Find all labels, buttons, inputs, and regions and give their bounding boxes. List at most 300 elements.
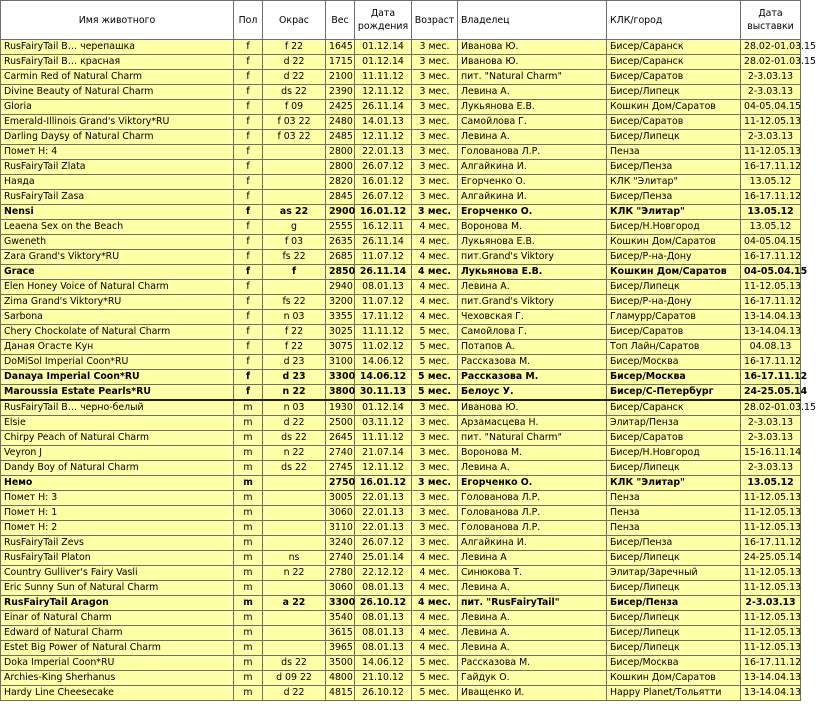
cell-color [263, 506, 326, 521]
cell-club-city: Бисер/Пенза [607, 160, 741, 175]
cell-owner: Воронова М. [458, 220, 607, 235]
cell-weight: 3240 [326, 536, 355, 551]
cell-club-city: Пенза [607, 491, 741, 506]
cell-name: Наяда [1, 175, 234, 190]
cell-birth-date: 22.01.13 [355, 521, 412, 536]
table-row [1, 220, 801, 235]
cell-weight: 2800 [326, 160, 355, 175]
cell-owner: Воронова М. [458, 446, 607, 461]
cell-weight: 2745 [326, 461, 355, 476]
cell-club-city: Кошкин Дом/Саратов [607, 671, 741, 686]
cell-weight: 2940 [326, 280, 355, 295]
cell-weight: 3800 [326, 385, 355, 401]
cell-name: Chirpy Peach of Natural Charm [1, 431, 234, 446]
cell-club-city: Бисер/Н.Новгород [607, 220, 741, 235]
table-row [1, 686, 801, 701]
cell-age: 5 мес. [412, 340, 458, 355]
cell-name: Leaena Sex on the Beach [1, 220, 234, 235]
cell-color [263, 611, 326, 626]
cell-age: 5 мес. [412, 671, 458, 686]
cell-age: 3 мес. [412, 145, 458, 160]
cell-club-city: Бисер/Липецк [607, 611, 741, 626]
table-row [1, 476, 801, 491]
cell-name: Elsie [1, 416, 234, 431]
cell-owner: пит.Grand's Viktory [458, 250, 607, 265]
cell-weight: 2425 [326, 100, 355, 115]
cell-weight: 2780 [326, 566, 355, 581]
cell-show-date: 2-3.03.13 [741, 596, 801, 611]
cell-club-city: Гламурр/Саратов [607, 310, 741, 325]
cell-club-city: Бисер/Саратов [607, 70, 741, 85]
cell-name: RusFairyTail Zasa [1, 190, 234, 205]
cell-weight: 2100 [326, 70, 355, 85]
cell-weight: 2750 [326, 476, 355, 491]
cell-weight: 3100 [326, 355, 355, 370]
cell-age: 3 мес. [412, 100, 458, 115]
cell-name: Maroussia Estate Pearls*RU [1, 385, 234, 401]
cell-age: 4 мес. [412, 551, 458, 566]
cell-club-city: Бисер/Липецк [607, 85, 741, 100]
cell-club-city: Элитар/Пенза [607, 416, 741, 431]
cell-age: 3 мес. [412, 190, 458, 205]
cell-sex: m [234, 641, 263, 656]
cell-sex: f [234, 280, 263, 295]
cell-show-date: 04-05.04.15 [741, 265, 801, 280]
cell-birth-date: 14.01.13 [355, 115, 412, 130]
cell-owner: Лукьянова Е.В. [458, 100, 607, 115]
cell-club-city: Бисер/Липецк [607, 280, 741, 295]
cell-show-date: 13-14.04.13 [741, 686, 801, 701]
cell-club-city: Бисер/Пенза [607, 190, 741, 205]
table-row [1, 205, 801, 220]
cell-color [263, 160, 326, 175]
cell-name: Sarbona [1, 310, 234, 325]
cell-weight: 3200 [326, 295, 355, 310]
cell-sex: f [234, 40, 263, 55]
cell-club-city: Бисер/Саратов [607, 115, 741, 130]
cell-weight: 2635 [326, 235, 355, 250]
cell-name: Veyron J [1, 446, 234, 461]
table-row [1, 115, 801, 130]
cell-weight: 2555 [326, 220, 355, 235]
cell-owner: Егорченко О. [458, 476, 607, 491]
cell-show-date: 13.05.12 [741, 205, 801, 220]
cell-owner: Егорченко О. [458, 175, 607, 190]
cell-club-city: Бисер/Саранск [607, 40, 741, 55]
cell-color [263, 190, 326, 205]
cell-sex: m [234, 551, 263, 566]
cell-show-date: 28.02-01.03.15 [741, 55, 801, 70]
cell-show-date: 16-17.11.12 [741, 370, 801, 385]
table-row [1, 160, 801, 175]
cell-birth-date: 26.10.12 [355, 686, 412, 701]
cell-color: ds 22 [263, 431, 326, 446]
cell-owner: Белоус У. [458, 385, 607, 401]
cell-owner: Левина А [458, 551, 607, 566]
cell-owner: Иванова Ю. [458, 400, 607, 416]
cell-club-city: Кошкин Дом/Саратов [607, 100, 741, 115]
cell-color: d 22 [263, 416, 326, 431]
cell-name: Eric Sunny Sun of Natural Charm [1, 581, 234, 596]
cell-show-date: 16-17.11.12 [741, 536, 801, 551]
cell-birth-date: 08.01.13 [355, 611, 412, 626]
cell-owner: Арзамасцева Н. [458, 416, 607, 431]
cell-color [263, 145, 326, 160]
cell-show-date: 2-3.03.13 [741, 416, 801, 431]
cell-weight: 2800 [326, 145, 355, 160]
table-row [1, 566, 801, 581]
cell-age: 5 мес. [412, 370, 458, 385]
cell-age: 3 мес. [412, 431, 458, 446]
table-row [1, 671, 801, 686]
table-row [1, 611, 801, 626]
table-row [1, 295, 801, 310]
table-row [1, 536, 801, 551]
cell-birth-date: 30.11.13 [355, 385, 412, 401]
cell-name: Gloria [1, 100, 234, 115]
cell-age: 4 мес. [412, 596, 458, 611]
cell-color: f 03 22 [263, 115, 326, 130]
cell-name: Divine Beauty of Natural Charm [1, 85, 234, 100]
cell-weight: 2850 [326, 265, 355, 280]
cell-owner: Голованова Л.Р. [458, 145, 607, 160]
cell-birth-date: 21.07.14 [355, 446, 412, 461]
cell-name: Archies-King Sherhanus [1, 671, 234, 686]
cell-club-city: Бисер/С-Петербург [607, 385, 741, 401]
table-row [1, 340, 801, 355]
cell-owner: Самойлова Г. [458, 325, 607, 340]
cell-show-date: 11-12.05.13 [741, 626, 801, 641]
cell-club-city: Бисер/Липецк [607, 461, 741, 476]
cell-birth-date: 26.11.14 [355, 265, 412, 280]
cell-age: 3 мес. [412, 400, 458, 416]
cell-weight: 2480 [326, 115, 355, 130]
table-row [1, 491, 801, 506]
cell-age: 3 мес. [412, 130, 458, 145]
cell-name: Даная Огасте Кун [1, 340, 234, 355]
header-name: Имя животного [1, 1, 234, 40]
cell-name: Zara Grand's Viktory*RU [1, 250, 234, 265]
table-row [1, 355, 801, 370]
cell-show-date: 2-3.03.13 [741, 431, 801, 446]
cell-age: 3 мес. [412, 521, 458, 536]
cell-birth-date: 08.01.13 [355, 626, 412, 641]
header-color: Окрас [263, 1, 326, 40]
cell-age: 3 мес. [412, 175, 458, 190]
cell-weight: 3300 [326, 370, 355, 385]
cell-age: 4 мес. [412, 220, 458, 235]
cell-owner: Гайдук О. [458, 671, 607, 686]
cell-club-city: Пенза [607, 145, 741, 160]
header-age: Возраст [412, 1, 458, 40]
cell-name: Country Gulliver's Fairy Vasli [1, 566, 234, 581]
cell-owner: Рассказова М. [458, 355, 607, 370]
cell-color: n 03 [263, 400, 326, 416]
cell-sex: f [234, 205, 263, 220]
cell-name: Einar of Natural Charm [1, 611, 234, 626]
cell-club-city: Кошкин Дом/Саратов [607, 265, 741, 280]
cell-age: 5 мес. [412, 385, 458, 401]
cell-weight: 3300 [326, 596, 355, 611]
cell-birth-date: 14.06.12 [355, 370, 412, 385]
cell-weight: 3110 [326, 521, 355, 536]
cell-club-city: Бисер/Липецк [607, 626, 741, 641]
table-row [1, 145, 801, 160]
cell-owner: Левина А. [458, 611, 607, 626]
cell-birth-date: 11.02.12 [355, 340, 412, 355]
cell-club-city: Бисер/Р-на-Дону [607, 250, 741, 265]
table-row [1, 626, 801, 641]
cell-club-city: Бисер/Липецк [607, 641, 741, 656]
cell-birth-date: 11.11.12 [355, 70, 412, 85]
cell-name: RusFairyTail В… черно-белый [1, 400, 234, 416]
cell-sex: f [234, 220, 263, 235]
cell-owner: Самойлова Г. [458, 115, 607, 130]
cell-birth-date: 26.11.14 [355, 100, 412, 115]
cell-name: RusFairyTail Zevs [1, 536, 234, 551]
cell-weight: 1715 [326, 55, 355, 70]
cell-owner: Рассказова М. [458, 370, 607, 385]
cell-color [263, 476, 326, 491]
cell-owner: Потапов А. [458, 340, 607, 355]
cell-sex: f [234, 265, 263, 280]
cell-color: ds 22 [263, 461, 326, 476]
cell-name: Elen Honey Voice of Natural Charm [1, 280, 234, 295]
cell-show-date: 16-17.11.12 [741, 250, 801, 265]
cell-color: d 23 [263, 355, 326, 370]
header-birth-date: Дата рождения [355, 1, 412, 40]
cell-owner: Иващенко И. [458, 686, 607, 701]
cell-age: 3 мес. [412, 160, 458, 175]
cell-sex: m [234, 476, 263, 491]
cell-show-date: 16-17.11.12 [741, 160, 801, 175]
cell-club-city: Элитар/Заречный [607, 566, 741, 581]
cell-show-date: 13-14.04.13 [741, 310, 801, 325]
cell-club-city: Бисер/Р-на-Дону [607, 295, 741, 310]
cell-birth-date: 26.10.12 [355, 596, 412, 611]
table-row [1, 596, 801, 611]
cell-name: Помет Н: 2 [1, 521, 234, 536]
cell-age: 3 мес. [412, 70, 458, 85]
cell-name: Помет Н: 1 [1, 506, 234, 521]
cell-color: n 03 [263, 310, 326, 325]
cell-sex: m [234, 491, 263, 506]
cell-birth-date: 26.07.12 [355, 536, 412, 551]
cell-show-date: 11-12.05.13 [741, 611, 801, 626]
cell-weight: 2485 [326, 130, 355, 145]
cell-age: 3 мес. [412, 506, 458, 521]
cell-weight: 2685 [326, 250, 355, 265]
cell-owner: Левина А. [458, 461, 607, 476]
cell-show-date: 16-17.11.12 [741, 656, 801, 671]
cell-owner: Синюкова Т. [458, 566, 607, 581]
cell-club-city: Happy Planet/Тольятти [607, 686, 741, 701]
cell-sex: f [234, 325, 263, 340]
cell-owner: Иванова Ю. [458, 40, 607, 55]
cell-color: f 22 [263, 340, 326, 355]
cell-sex: f [234, 370, 263, 385]
cell-show-date: 2-3.03.13 [741, 130, 801, 145]
cell-weight: 3005 [326, 491, 355, 506]
cell-owner: Алгайкина И. [458, 160, 607, 175]
cell-show-date: 04-05.04.15 [741, 100, 801, 115]
table-body [1, 40, 816, 701]
cell-club-city: Бисер/Москва [607, 370, 741, 385]
cell-age: 3 мес. [412, 476, 458, 491]
cell-owner: Егорченко О. [458, 205, 607, 220]
cell-sex: m [234, 596, 263, 611]
cell-sex: f [234, 190, 263, 205]
cell-owner: Алгайкина И. [458, 536, 607, 551]
table-row [1, 581, 801, 596]
cell-birth-date: 01.12.14 [355, 55, 412, 70]
cell-sex: m [234, 686, 263, 701]
cell-club-city: Бисер/Москва [607, 656, 741, 671]
cell-weight: 1645 [326, 40, 355, 55]
cell-birth-date: 21.10.12 [355, 671, 412, 686]
table-row [1, 506, 801, 521]
cell-birth-date: 01.12.14 [355, 40, 412, 55]
cell-color [263, 641, 326, 656]
cell-sex: f [234, 130, 263, 145]
cell-weight: 2820 [326, 175, 355, 190]
cell-club-city: Бисер/Липецк [607, 581, 741, 596]
cell-birth-date: 12.11.12 [355, 461, 412, 476]
cell-color [263, 536, 326, 551]
cell-name: RusFairyTail В… красная [1, 55, 234, 70]
cell-birth-date: 16.01.12 [355, 205, 412, 220]
cell-age: 5 мес. [412, 686, 458, 701]
cell-show-date: 11-12.05.13 [741, 581, 801, 596]
table-row [1, 416, 801, 431]
cell-color: f 03 [263, 235, 326, 250]
header-owner: Владелец [458, 1, 607, 40]
cell-sex: m [234, 506, 263, 521]
cell-name: Grace [1, 265, 234, 280]
cell-name: Chery Chockolate of Natural Charm [1, 325, 234, 340]
table-row [1, 370, 801, 385]
cell-show-date: 28.02-01.03.15 [741, 400, 801, 416]
cell-color [263, 581, 326, 596]
cell-name: Dandy Boy of Natural Charm [1, 461, 234, 476]
cell-name: Помет Н: 4 [1, 145, 234, 160]
cell-weight: 4800 [326, 671, 355, 686]
cell-sex: f [234, 310, 263, 325]
cell-show-date: 24-25.05.14 [741, 551, 801, 566]
cell-owner: пит. "Natural Charm" [458, 431, 607, 446]
cell-club-city: Бисер/Саранск [607, 400, 741, 416]
cell-owner: пит. "RusFairyTail" [458, 596, 607, 611]
cell-sex: m [234, 446, 263, 461]
cell-age: 3 мес. [412, 55, 458, 70]
cell-age: 3 мес. [412, 85, 458, 100]
cell-weight: 2845 [326, 190, 355, 205]
cell-club-city: Пенза [607, 506, 741, 521]
header-weight: Вес [326, 1, 355, 40]
cell-show-date: 04-05.04.15 [741, 235, 801, 250]
cell-age: 3 мес. [412, 115, 458, 130]
cell-weight: 2645 [326, 431, 355, 446]
cell-birth-date: 25.01.14 [355, 551, 412, 566]
cell-owner: Левина А. [458, 581, 607, 596]
cell-color [263, 626, 326, 641]
cell-show-date: 24-25.05.14 [741, 385, 801, 401]
cell-club-city: Бисер/Липецк [607, 551, 741, 566]
cell-birth-date: 12.11.12 [355, 85, 412, 100]
cell-show-date: 11-12.05.13 [741, 506, 801, 521]
cell-color: f [263, 265, 326, 280]
table-row [1, 310, 801, 325]
cell-age: 3 мес. [412, 491, 458, 506]
cell-club-city: Бисер/Липецк [607, 130, 741, 145]
cell-club-city: Топ Лайн/Саратов [607, 340, 741, 355]
cell-birth-date: 03.11.12 [355, 416, 412, 431]
cell-owner: Рассказова М. [458, 656, 607, 671]
cell-color: n 22 [263, 446, 326, 461]
cell-sex: m [234, 536, 263, 551]
cell-name: Carmin Red of Natural Charm [1, 70, 234, 85]
cell-weight: 3540 [326, 611, 355, 626]
cell-owner: Лукьянова Е.В. [458, 265, 607, 280]
cell-birth-date: 08.01.13 [355, 641, 412, 656]
cell-weight: 1930 [326, 400, 355, 416]
cell-sex: m [234, 461, 263, 476]
cell-age: 4 мес. [412, 611, 458, 626]
cell-weight: 3500 [326, 656, 355, 671]
cell-age: 3 мес. [412, 461, 458, 476]
cell-club-city: КЛК "Элитар" [607, 476, 741, 491]
cell-owner: пит.Grand's Viktory [458, 295, 607, 310]
cell-owner: Лукьянова Е.В. [458, 235, 607, 250]
cell-sex: m [234, 581, 263, 596]
cell-color: a 22 [263, 596, 326, 611]
cell-birth-date: 11.07.12 [355, 295, 412, 310]
cell-color: f 22 [263, 40, 326, 55]
cell-weight: 3965 [326, 641, 355, 656]
cell-birth-date: 12.11.12 [355, 130, 412, 145]
cell-sex: f [234, 235, 263, 250]
cell-sex: f [234, 160, 263, 175]
cell-show-date: 28.02-01.03.15 [741, 40, 801, 55]
cell-club-city: Бисер/Пенза [607, 596, 741, 611]
cell-age: 4 мес. [412, 280, 458, 295]
cell-weight: 3075 [326, 340, 355, 355]
cell-show-date: 11-12.05.13 [741, 491, 801, 506]
cell-name: Немо [1, 476, 234, 491]
cell-show-date: 11-12.05.13 [741, 280, 801, 295]
cell-show-date: 11-12.05.13 [741, 115, 801, 130]
cell-color: ds 22 [263, 656, 326, 671]
cell-birth-date: 14.06.12 [355, 656, 412, 671]
cell-name: DoMiSol Imperial Coon*RU [1, 355, 234, 370]
cell-show-date: 2-3.03.13 [741, 461, 801, 476]
cell-color: f 09 [263, 100, 326, 115]
cell-owner: Чеховская Г. [458, 310, 607, 325]
cell-birth-date: 26.07.12 [355, 190, 412, 205]
cell-color: g [263, 220, 326, 235]
cell-name: Doka Imperial Coon*RU [1, 656, 234, 671]
cell-show-date: 16-17.11.12 [741, 190, 801, 205]
cell-birth-date: 26.07.12 [355, 160, 412, 175]
cell-show-date: 2-3.03.13 [741, 70, 801, 85]
cell-sex: m [234, 400, 263, 416]
cell-sex: f [234, 85, 263, 100]
cell-age: 4 мес. [412, 310, 458, 325]
table-row [1, 325, 801, 340]
cell-show-date: 16-17.11.12 [741, 355, 801, 370]
cell-age: 4 мес. [412, 581, 458, 596]
cell-sex: f [234, 340, 263, 355]
